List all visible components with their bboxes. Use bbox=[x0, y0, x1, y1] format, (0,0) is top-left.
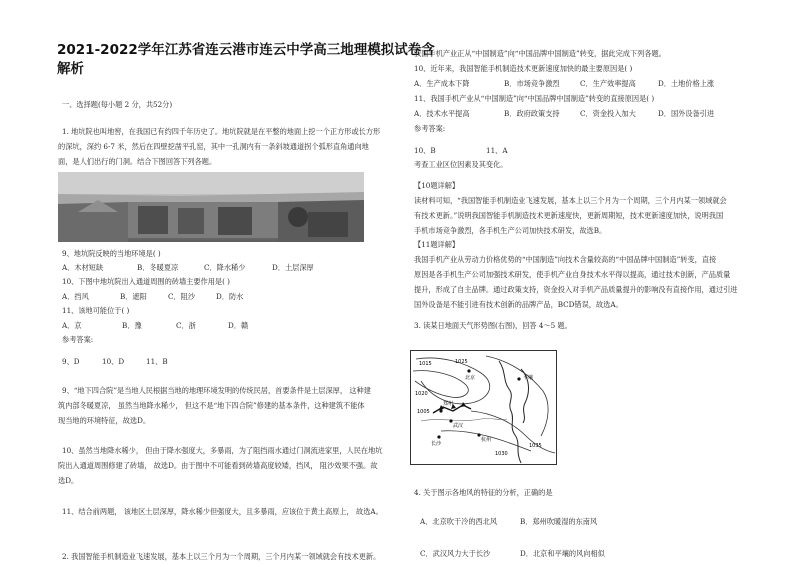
answer-11-right: 11、A bbox=[486, 146, 508, 155]
isobar-label-5: 1035 bbox=[529, 443, 542, 449]
city-label-hangzhou: 杭州 bbox=[481, 437, 492, 443]
q10r-option-a: A．生产成本下降 bbox=[414, 79, 470, 88]
q10-stem: 10、下图中地坑院出入通道周围的砖墙主要作用是( ) bbox=[62, 277, 230, 286]
city-label-changsha: 长沙 bbox=[431, 441, 442, 447]
detail-10-line-1: 读材料可知，“我国智能手机制造业飞速发展，基本上以三个月为一个周期，三个月内某一领域就会 bbox=[414, 196, 727, 205]
detail-10-label: 【10题详解】 bbox=[414, 181, 460, 190]
q11r-option-d: D．国外设备引进 bbox=[658, 109, 715, 118]
q10r-option-c: C．生产效率提高 bbox=[580, 79, 636, 88]
q11r-stem: 11、我国手机产业从“中国制造”向“中国品牌中国制造”转变的直接原因是( ) bbox=[414, 94, 655, 103]
detail-10-line-2: 有技术更新。”说明我国智能手机制造技术更新速度快，更新周期短，技术更新速度加快，说明我国 bbox=[414, 211, 724, 220]
q1-line-2: 的深坑，深约 6-7 米，然后在四壁挖凿平孔窑，其中一孔洞内有一条斜坡通道拐个弧形直角通向地 bbox=[58, 142, 369, 151]
q4-option-a: A．北京吹干冷的西北风 bbox=[420, 517, 498, 526]
q10-option-d: D．防水 bbox=[216, 292, 244, 301]
q10-option-b: B．遮阳 bbox=[120, 292, 147, 301]
answer-10: 10、D bbox=[102, 357, 125, 366]
reference-answer-label: 参考答案: bbox=[62, 335, 94, 344]
photo-illustration bbox=[58, 172, 364, 242]
intro-text: 我国手机产业正从“中国制造”向“中国品牌中国制造”转变，据此完成下列各题。 bbox=[414, 49, 666, 58]
reference-answer-label-right: 参考答案: bbox=[414, 124, 446, 133]
page-title-line-1: 2021-2022学年江苏省连云港市连云中学高三地理模拟试卷含 bbox=[57, 42, 435, 58]
q9-option-a: A．木材短缺 bbox=[62, 263, 104, 272]
page-title-line-2: 解析 bbox=[57, 61, 84, 77]
isobar-label-4: 1005 bbox=[417, 409, 430, 415]
q10r-option-b: B．市场竞争激烈 bbox=[504, 79, 560, 88]
q10r-option-d: D．土地价格上涨 bbox=[658, 79, 715, 88]
answer-9: 9、D bbox=[62, 357, 80, 366]
q4-option-b: B．郑州吹暖湿的东南风 bbox=[520, 517, 598, 526]
q9-option-d: D．土层深厚 bbox=[272, 263, 314, 272]
detail-11-line-4: 国外设备是不能引进有技术创新的品牌产品，BCD错误，故选A。 bbox=[414, 300, 623, 309]
city-label-beijing: 北京 bbox=[465, 375, 476, 381]
isobar-label-6: 1030 bbox=[495, 451, 508, 457]
explanation-11-line-1: 11、结合前两题， 该地区土层深厚，降水稀少但强度大，且多暴雨，应该位于黄土高原上， 故选A。 bbox=[62, 507, 383, 516]
isobar-label-2: 1015 bbox=[419, 361, 432, 367]
isobar-label-3: 1020 bbox=[415, 391, 428, 397]
q10r-stem: 10、近年来，我国智能手机制造技术更新速度加快的最主要原因是( ) bbox=[414, 64, 633, 73]
q11-stem: 11、该地可能位于( ) bbox=[62, 306, 130, 315]
detail-11-line-1: 我国手机产业从劳动力价格优势的“中国制造”向技术含量较高的“中国品牌中国制造”转变，直接 bbox=[414, 255, 717, 264]
detail-11-label: 【11题详解】 bbox=[414, 240, 460, 249]
q10-option-a: A．挡风 bbox=[62, 292, 89, 301]
q1-line-1: 1. 地坑院也叫地窖，在我国已有约四千年历史了。地坑院就是在平整的地面上挖一个正方形或长方形 bbox=[62, 127, 381, 136]
q3-stem: 3. 读某日地面天气形势图(右图)，回答 4～5 题。 bbox=[414, 321, 572, 330]
q11r-option-b: B．政府政策支持 bbox=[504, 109, 560, 118]
q11-option-d: D．赣 bbox=[228, 321, 249, 330]
detail-11-line-3: 提升，形成了自主品牌。通过政策支持，资金投入对手机产品质量提升的影响没有直接作用，通过引进 bbox=[414, 285, 738, 294]
city-label-pyongyang: 平壤 bbox=[523, 375, 534, 381]
analysis-note: 考查工业区位因素及其变化。 bbox=[414, 160, 508, 169]
q2-stem: 2. 我国智能手机制造业飞速发展，基本上以三个月为一个周期，三个月内某一领域就会有技术更新。 bbox=[62, 552, 381, 561]
q11r-option-c: C．资金投入加大 bbox=[580, 109, 636, 118]
q9-stem: 9、地坑院反映的当地环境是( ) bbox=[62, 249, 161, 258]
isobar-label-1: 1025 bbox=[455, 359, 468, 365]
q4-option-d: D．北京和平壤的风向相似 bbox=[520, 549, 605, 558]
detail-11-line-2: 原因是各手机生产公司加强技术研发，使手机产业自身技术水平得以提高，通过技术创新，产品质量 bbox=[414, 270, 731, 279]
q9-option-c: C．降水稀少 bbox=[204, 263, 246, 272]
q11-option-b: B．豫 bbox=[122, 321, 142, 330]
q10-option-c: C．阻沙 bbox=[168, 292, 196, 301]
explanation-9-line-3: 现当地的环境特征，故选D。 bbox=[58, 416, 151, 425]
weather-map-drawing bbox=[411, 351, 556, 464]
q1-line-3: 面，是人们出行的门洞。结合下图回答下列各题。 bbox=[58, 157, 217, 166]
answer-10-right: 10、B bbox=[414, 146, 436, 155]
section-heading: 一、选择题(每小题 2 分，共52分) bbox=[62, 100, 173, 109]
q11-option-c: C．浙 bbox=[176, 321, 196, 330]
explanation-9-line-2: 筑内部冬暖夏凉， 虽然当地降水稀少， 但这不是“地下四合院”修建的基本条件，这种建筑不能体 bbox=[58, 401, 365, 410]
dikengyuan-photo bbox=[58, 172, 364, 242]
detail-10-line-3: 手机市场竞争激烈，各手机生产公司加快技术研发，故选B。 bbox=[414, 226, 607, 235]
explanation-9-line-1: 9、“地下四合院”是当地人民根据当地的地理环境发明的传统民居，首要条件是土层深厚， 这种建 bbox=[62, 386, 371, 395]
q11-option-a: A．京 bbox=[62, 321, 82, 330]
explanation-10-line-3: 选D。 bbox=[58, 476, 79, 485]
q4-stem: 4. 关于图示各地风的特征的分析，正确的是 bbox=[414, 488, 553, 497]
city-label-wuhan: 武汉 bbox=[453, 423, 464, 429]
q4-option-c: C．武汉风力大于长沙 bbox=[420, 549, 491, 558]
q9-option-b: B．冬暖夏凉 bbox=[137, 263, 179, 272]
q11r-option-a: A．技术水平提高 bbox=[414, 109, 470, 118]
answer-11: 11、B bbox=[146, 357, 168, 366]
explanation-10-line-2: 院出入通道周围修建了砖墙， 故选D。由于图中不可能看到砖墙高度较矮，挡风， 阻沙效果不强。故 bbox=[58, 461, 378, 470]
explanation-10-line-1: 10、虽然当地降水稀少， 但由于降水强度大，多暴雨，为了阻挡雨水通过门洞流进家里，人民在地坑 bbox=[62, 446, 383, 455]
weather-map bbox=[410, 350, 557, 465]
city-label-zhengzhou: 郑州 bbox=[443, 401, 454, 407]
